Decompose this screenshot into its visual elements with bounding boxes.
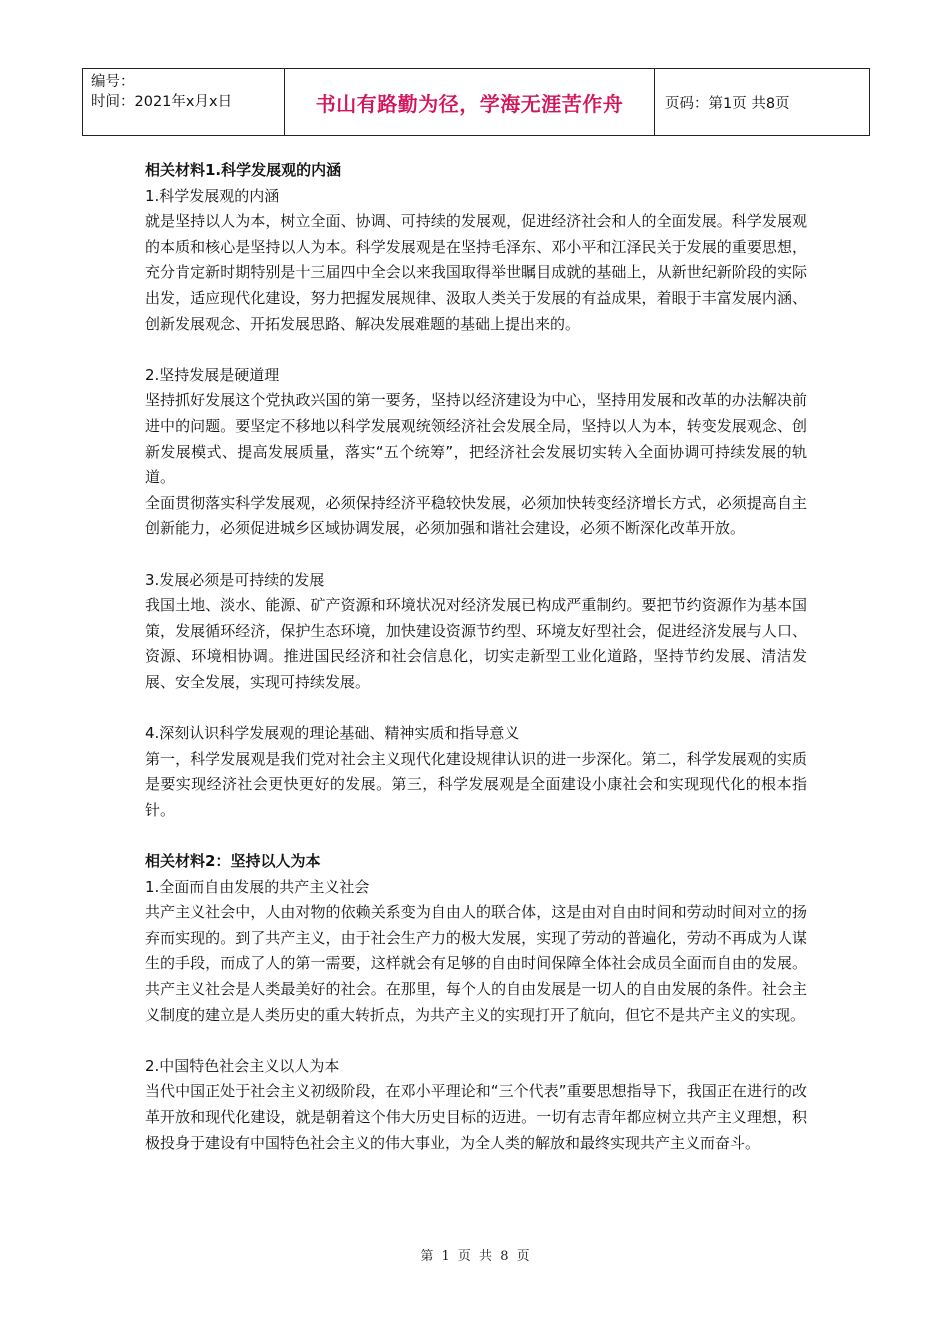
page-info: 页码：第1页 共8页 [665,95,790,112]
body-paragraph: 坚持抓好发展这个党执政兴国的第一要务，坚持以经济建设为中心，坚持用发展和改革的办法解决前进中的问题。要坚定不移地以科学发展观统领经济社会发展全局，坚持以人为本，转变发展观念、创新发展模式、提高发展质量，落实“五个统筹”，把经济社会发展切实转入全面协调可持续发展的轨道。 [145,391,807,487]
body-paragraph: 全面贯彻落实科学发展观，必须保持经济平稳较快发展，必须加快转变经济增长方式，必须提高自主创新能力，必须促进城乡区域协调发展，必须加强和谐社会建设，必须不断深化改革开放。 [145,493,807,538]
subsection-title: 2.坚持发展是硬道理 [145,365,280,384]
subsection-title: 4.深刻认识科学发展观的理论基础、精神实质和指导意义 [145,724,520,743]
header-table [82,68,870,136]
paragraph-gap [145,695,807,721]
motto: 书山有路勤为径，学海无涯苦作舟 [285,69,655,135]
paragraph-gap [145,1028,807,1054]
time-label: 时间：2021年x月x日 [91,94,233,110]
document-body [145,158,807,1156]
paragraph-gap [145,823,807,849]
page-footer: 第 1 页 共 8 页 [420,1249,530,1264]
body-paragraph: 第一，科学发展观是我们党对社会主义现代化建设规律认识的进一步深化。第二，科学发展观的实质是要实现经济社会更快更好的发展。第三，科学发展观是全面建设小康社会和实现现代化的根本指针。 [145,749,807,819]
subsection-title: 1.科学发展观的内涵 [145,186,280,205]
section-title: 相关材料1.科学发展观的内涵 [145,161,342,179]
body-paragraph: 就是坚持以人为本，树立全面、协调、可持续的发展观，促进经济社会和人的全面发展。科学发展观的本质和核心是坚持以人为本。科学发展观是在坚持毛泽东、邓小平和江泽民关于发展的重要思想，充分肯定新时期特别是十三届四中全会以来我国取得举世瞩目成就的基础上，从新世纪新阶段的实际出发，适应现代化建设，努力把握发展规律、汲取人类关于发展的有益成果，着眼于丰富发展内涵、创新发展观念、开拓发展思路、解决发展难题的基础上提出来的。 [145,212,807,333]
subsection-title: 1.全面而自由发展的共产主义社会 [145,877,370,896]
subsection-title: 2.中国特色社会主义以人为本 [145,1056,340,1075]
body-paragraph: 当代中国正处于社会主义初级阶段，在邓小平理论和“三个代表”重要思想指导下，我国正在进行的改革开放和现代化建设，就是朝着这个伟大历史目标的迈进。一切有志青年都应树立共产主义理想，积极投身于建设有中国特色社会主义的伟大事业，为全人类的解放和最终实现共产主义而奋斗。 [145,1082,807,1152]
paragraph-gap [145,542,807,568]
number-label: 编号： [91,74,135,90]
subsection-title: 3.发展必须是可持续的发展 [145,570,325,589]
body-paragraph: 共产主义社会中，人由对物的依赖关系变为自由人的联合体，这是由对自由时间和劳动时间对立的扬弃而实现的。到了共产主义，由于社会生产力的极大发展，实现了劳动的普遍化，劳动不再成为人谋生的手段，而成了人的第一需要，这样就会有足够的自由时间保障全体社会成员全面而自由的发展。共产主义社会是人类最美好的社会。在那里，每个人的自由发展是一切人的自由发展的条件。社会主义制度的建立是人类历史的重大转折点，为共产主义的实现打开了航向，但它不是共产主义的实现。 [145,903,807,1024]
paragraph-gap [145,337,807,363]
body-paragraph: 我国土地、淡水、能源、矿产资源和环境状况对经济发展已构成严重制约。要把节约资源作为基本国策，发展循环经济，保护生态环境，加快建设资源节约型、环境友好型社会，促进经济发展与人口、资源、环境相协调。推进国民经济和社会信息化，切实走新型工业化道路，坚持节约发展、清洁发展、安全发展，实现可持续发展。 [145,596,807,691]
section-title: 相关材料2：坚持以人为本 [145,852,321,871]
header-meta-cell [83,69,285,135]
